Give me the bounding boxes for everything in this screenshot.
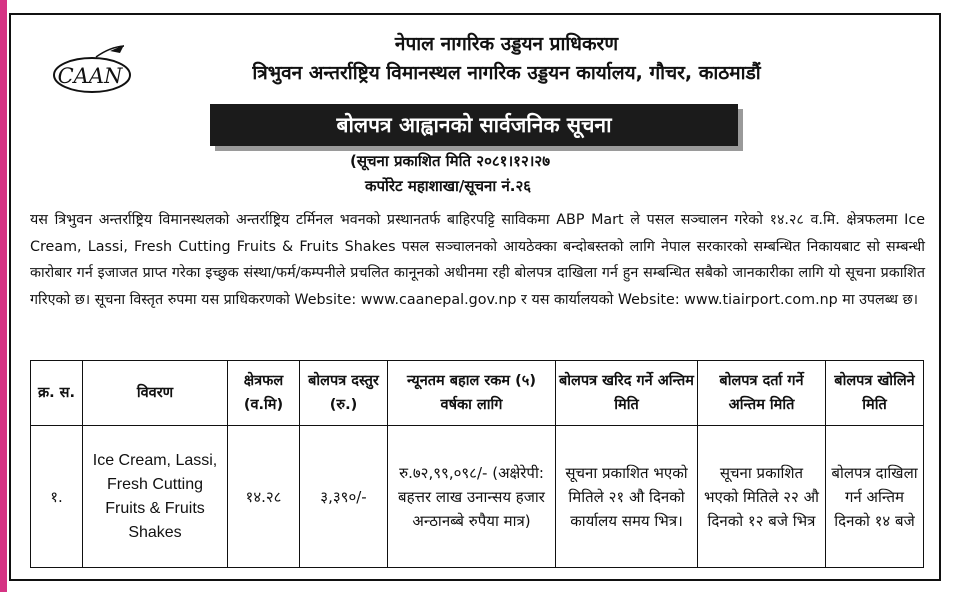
cell-fee: ३,३९०/- (300, 426, 388, 568)
logo-text: CAAN (57, 64, 123, 88)
cell-area: १४.२८ (228, 426, 300, 568)
tender-table (30, 360, 924, 568)
table-row (31, 426, 924, 568)
table-header-row (31, 361, 924, 426)
col-header-purchase-deadline: बोलपत्र खरिद गर्ने अन्तिम मिति (556, 361, 698, 426)
cell-sn: १. (31, 426, 83, 568)
org-name: नेपाल नागरिक उड्डयन प्राधिकरण (394, 33, 619, 55)
cell-description: Ice Cream, Lassi, Fresh Cutting Fruits & Fruits Shakes (83, 426, 228, 568)
col-header-sn: क्र. स. (31, 361, 83, 426)
cell-opening-date: बोलपत्र दाखिला गर्न अन्तिम दिनको १४ बजे (826, 426, 924, 568)
col-header-fee: बोलपत्र दस्तुर (रु.) (300, 361, 388, 426)
cell-purchase-deadline: सूचना प्रकाशित भएको मितिले २१ औ दिनको कार्यालय समय भित्र। (556, 426, 698, 568)
cell-registration-deadline: सूचना प्रकाशित भएको मितिले २२ औ दिनको १२ बजे भित्र (698, 426, 826, 568)
col-header-registration-deadline: बोलपत्र दर्ता गर्ने अन्तिम मिति (698, 361, 826, 426)
col-header-description: विवरण (83, 361, 228, 426)
notice-title-text: बोलपत्र आह्वानको सार्वजनिक सूचना (336, 113, 612, 137)
notice-reference: कर्पोरेट महाशाखा/सूचना नं.२६ (365, 177, 532, 195)
cell-min-rent: रु.७२,९९,०९८/- (अक्षेरेपी: बहत्तर लाख उनान्सय हजार अन्ठानब्बे रुपैया मात्र) (388, 426, 556, 568)
publish-date: (सूचना प्रकाशित मिति २०८१।१२।२७ (350, 152, 551, 170)
office-name: त्रिभुवन अन्तर्राष्ट्रिय विमानस्थल नागरिक उड्डयन कार्यालय, गौचर, काठमाडौं (252, 62, 761, 84)
notice-title (210, 104, 738, 146)
col-header-area: क्षेत्रफल (व.मि) (228, 361, 300, 426)
left-edge-bar (0, 0, 7, 592)
notice-body: यस त्रिभुवन अन्तर्राष्ट्रिय विमानस्थलको अन्तर्राष्ट्रिय टर्मिनल भवनको प्रस्थानतर्फ बाहिरपट्टि साविकमा ABP Mart ले पसल सञ्चालन गरेको १४.२८ व.मि. क्षेत्रफलमा Ice Cream, Lassi, Fresh Cutting Fruits & Fruits Shakes पसल सञ्चालनको आयठेक्का बन्दोबस्तको लागि नेपाल सरकारको सम्बन्धित निकायबाट सो सम्बन्धी कारोबार गर्न इजाजत प्राप्त गरेका इच्छुक संस्था/फर्म/कम्पनीले प्रचलित कानूनको अधीनमा रही बोलपत्र दाखिला गर्न हुन सम्बन्धित सबैको जानकारीका लागि यो सूचना प्रकाशित गरिएको छ। सूचना विस्तृत रुपमा यस प्राधिकरणको Website: www.caanepal.gov.np र यस कार्यालयको Website: www.tiairport.com.np मा उपलब्ध छ। (30, 212, 925, 308)
col-header-min-rent: न्यूनतम बहाल रकम (५) वर्षका लागि (388, 361, 556, 426)
col-header-opening-date: बोलपत्र खोलिने मिति (826, 361, 924, 426)
